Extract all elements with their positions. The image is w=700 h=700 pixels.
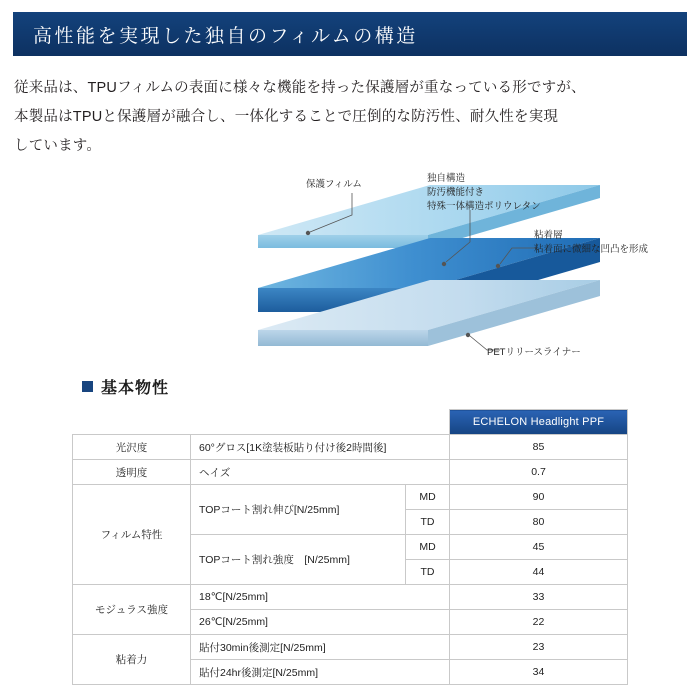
cell-category: フィルム特性 — [73, 485, 191, 585]
intro-paragraph — [14, 74, 686, 161]
intro-line-2: 本製品はTPUと保護層が融合し、一体化することで圧倒的な防汚性、耐久性を実現 — [14, 109, 559, 125]
cell-description: 貼付24hr後測定[N/25mm] — [191, 660, 450, 685]
page-title: 高性能を実現した独自のフィルムの構造 — [33, 25, 418, 47]
table-header-row — [73, 410, 628, 435]
cell-value: 80 — [450, 510, 628, 535]
header-blank-desc — [191, 410, 406, 435]
intro-line-3: しています。 — [14, 138, 102, 154]
diagram-label-unique-structure: 独自構造 防汚機能付き 特殊一体構造ポリウレタン — [427, 173, 541, 212]
cell-description: ヘイズ — [191, 460, 450, 485]
cell-value: 34 — [450, 660, 628, 685]
cell-direction: TD — [406, 560, 450, 585]
cell-description: 60°グロス[1K塗装板貼り付け後2時間後] — [191, 435, 450, 460]
table-body — [73, 435, 628, 685]
cell-category: 光沢度 — [73, 435, 191, 460]
cell-description: TOPコート割れ強度 [N/25mm] — [191, 535, 406, 585]
diagram-label-adhesive-layer: 粘着層 粘着面に微細な凹凸を形成 — [534, 230, 649, 255]
cell-direction: TD — [406, 510, 450, 535]
square-bullet-icon — [82, 381, 93, 392]
header-blank-category — [73, 410, 191, 435]
cell-category: 透明度 — [73, 460, 191, 485]
cell-value: 0.7 — [450, 460, 628, 485]
cell-value: 22 — [450, 610, 628, 635]
cell-direction: MD — [406, 535, 450, 560]
intro-line-1: 従来品は、TPUフィルムの表面に様々な機能を持った保護層が重なっている形ですが、 — [14, 80, 586, 96]
film-structure-diagram — [0, 160, 700, 375]
table-row — [73, 485, 628, 510]
header-blank-direction — [406, 410, 450, 435]
table-row — [73, 635, 628, 660]
page-header-banner — [13, 12, 687, 56]
section-title-basic-properties — [82, 375, 169, 398]
table-row — [73, 585, 628, 610]
spec-table-wrapper — [72, 409, 628, 685]
basic-properties-table — [72, 409, 628, 685]
cell-description: 26℃[N/25mm] — [191, 610, 450, 635]
cell-description: TOPコート割れ伸び[N/25mm] — [191, 485, 406, 535]
cell-description: 貼付30min後測定[N/25mm] — [191, 635, 450, 660]
cell-value: 44 — [450, 560, 628, 585]
table-row — [73, 435, 628, 460]
cell-value: 23 — [450, 635, 628, 660]
diagram-label-protective-film: 保護フィルム — [306, 179, 362, 190]
cell-direction: MD — [406, 485, 450, 510]
cell-value: 85 — [450, 435, 628, 460]
table-row — [73, 460, 628, 485]
cell-description: 18℃[N/25mm] — [191, 585, 450, 610]
header-product-name: ECHELON Headlight PPF — [450, 410, 628, 435]
cell-value: 33 — [450, 585, 628, 610]
film-layers-illustration — [0, 160, 700, 375]
diagram-label-pet-liner: PETリリースライナー — [487, 347, 581, 358]
cell-category: 粘着力 — [73, 635, 191, 685]
cell-category: モジュラス強度 — [73, 585, 191, 635]
cell-value: 45 — [450, 535, 628, 560]
cell-value: 90 — [450, 485, 628, 510]
section-title-label: 基本物性 — [101, 380, 170, 397]
